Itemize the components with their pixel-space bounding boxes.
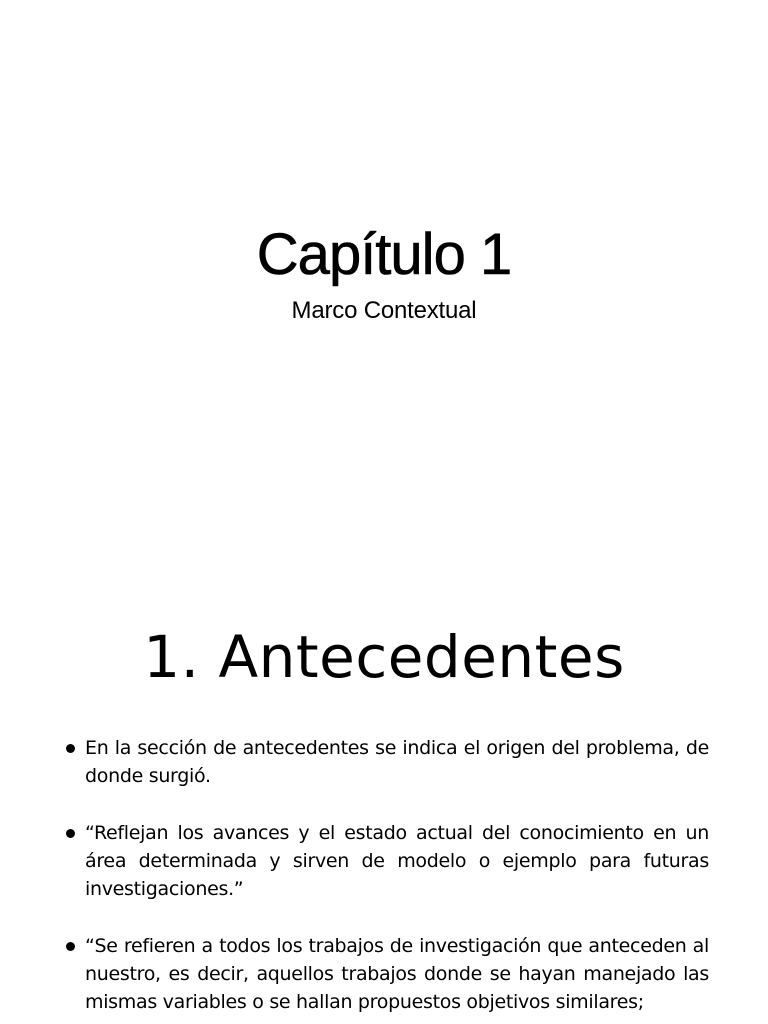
bullet-dot-icon <box>66 942 75 951</box>
bullet-text: “Reflejan los avances y el estado actual del conocimiento en un área determinada y sirven de modelo o ejemplo para futuras investigaciones.” <box>85 822 709 900</box>
bullet-item <box>62 819 709 903</box>
bullet-dot-icon <box>66 744 75 753</box>
bullet-list <box>62 734 709 1024</box>
section-title: 1. Antecedentes <box>143 623 625 691</box>
bullet-dot-icon <box>66 829 75 838</box>
chapter-title-block <box>0 222 768 326</box>
chapter-title: Capítulo 1 <box>256 222 512 287</box>
bullet-item <box>62 932 709 1016</box>
bullet-text: “Se refieren a todos los trabajos de investigación que anteceden al nuestro, es decir, aquellos trabajos donde se hayan manejado las mismas variables o se hallan propuestos objetivos similares; <box>85 935 709 1013</box>
bullet-text: En la sección de antecedentes se indica el origen del problema, de donde surgió. <box>85 737 709 787</box>
bullet-item <box>62 734 709 790</box>
chapter-subtitle: Marco Contextual <box>291 297 477 324</box>
